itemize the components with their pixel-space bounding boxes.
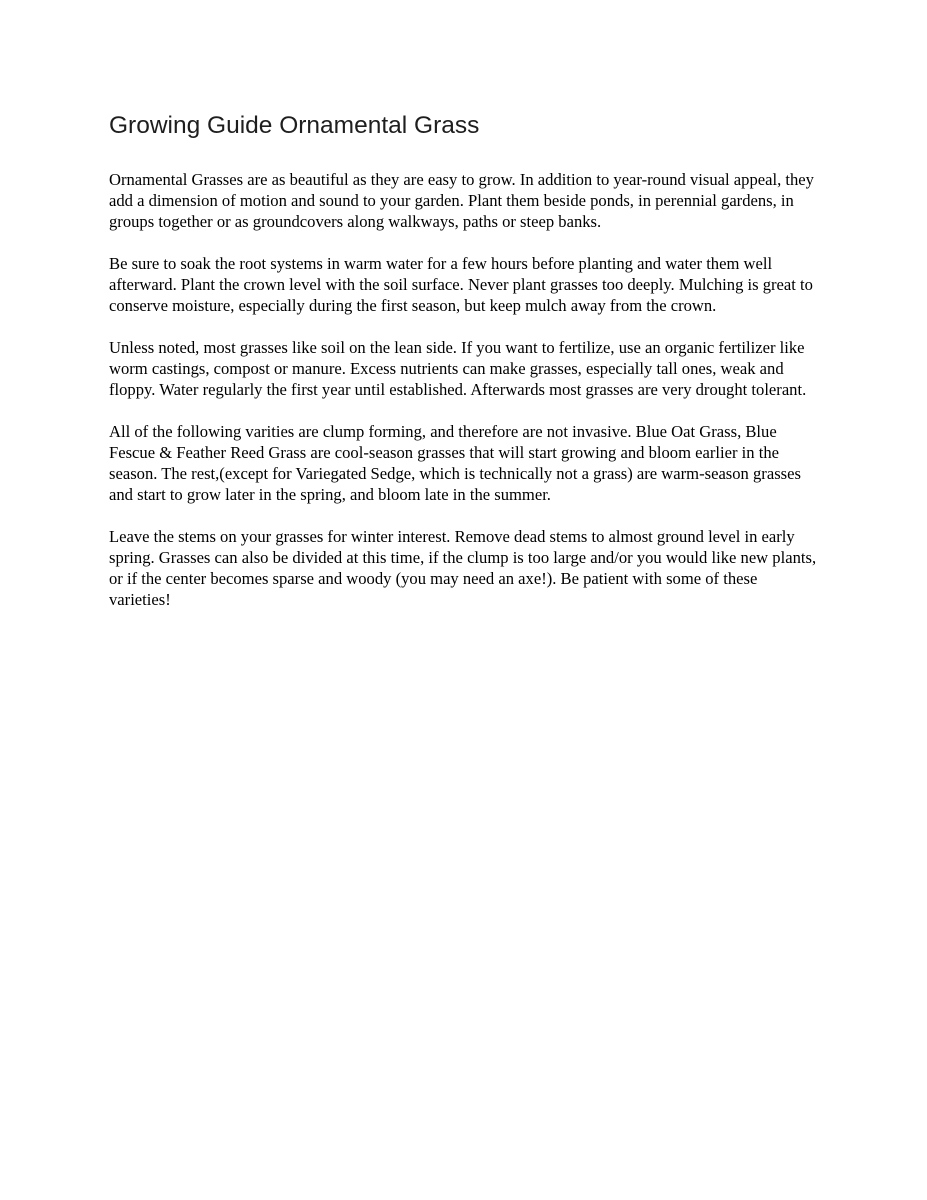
paragraph-varieties: All of the following varities are clump forming, and therefore are not invasive. Blue Oat Grass, Blue Fescue & Feather Reed Grass are cool-season grasses that will start growing and bloom earlier in the season. The rest,(except for Variegated Sedge, which is technically not a grass) are warm-season grasses and start to grow later in the spring, and bloom late in the summer. (109, 422, 801, 505)
paragraph-intro: Ornamental Grasses are as beautiful as they are easy to grow. In addition to year-round visual appeal, they add a dimension of motion and sound to your garden. Plant them beside ponds, in perennial gardens, in groups together or as groundcovers along walkways, paths or steep banks. (109, 170, 814, 232)
paragraph-maintenance: Leave the stems on your grasses for winter interest. Remove dead stems to almost ground level in early spring. Grasses can also be divided at this time, if the clump is too large and/or you would like new plants, or if the center becomes sparse and woody (you may need an axe!). Be patient with some of these varieties! (109, 527, 817, 610)
paragraph-planting: Be sure to soak the root systems in warm water for a few hours before planting and water them well afterward. Plant the crown level with the soil surface. Never plant grasses too deeply. Mulching is great to conserve moisture, especially during the first season, but keep mulch away from the crown. (109, 254, 813, 316)
document-content (109, 111, 821, 610)
paragraph-fertilizing: Unless noted, most grasses like soil on the lean side. If you want to fertilize, use an organic fertilizer like worm castings, compost or manure. Excess nutrients can make grasses, especially tall ones, weak and floppy. Water regularly the first year until established. Afterwards most grasses are very drought tolerant. (109, 338, 807, 400)
page-title: Growing Guide Ornamental Grass (109, 112, 480, 139)
